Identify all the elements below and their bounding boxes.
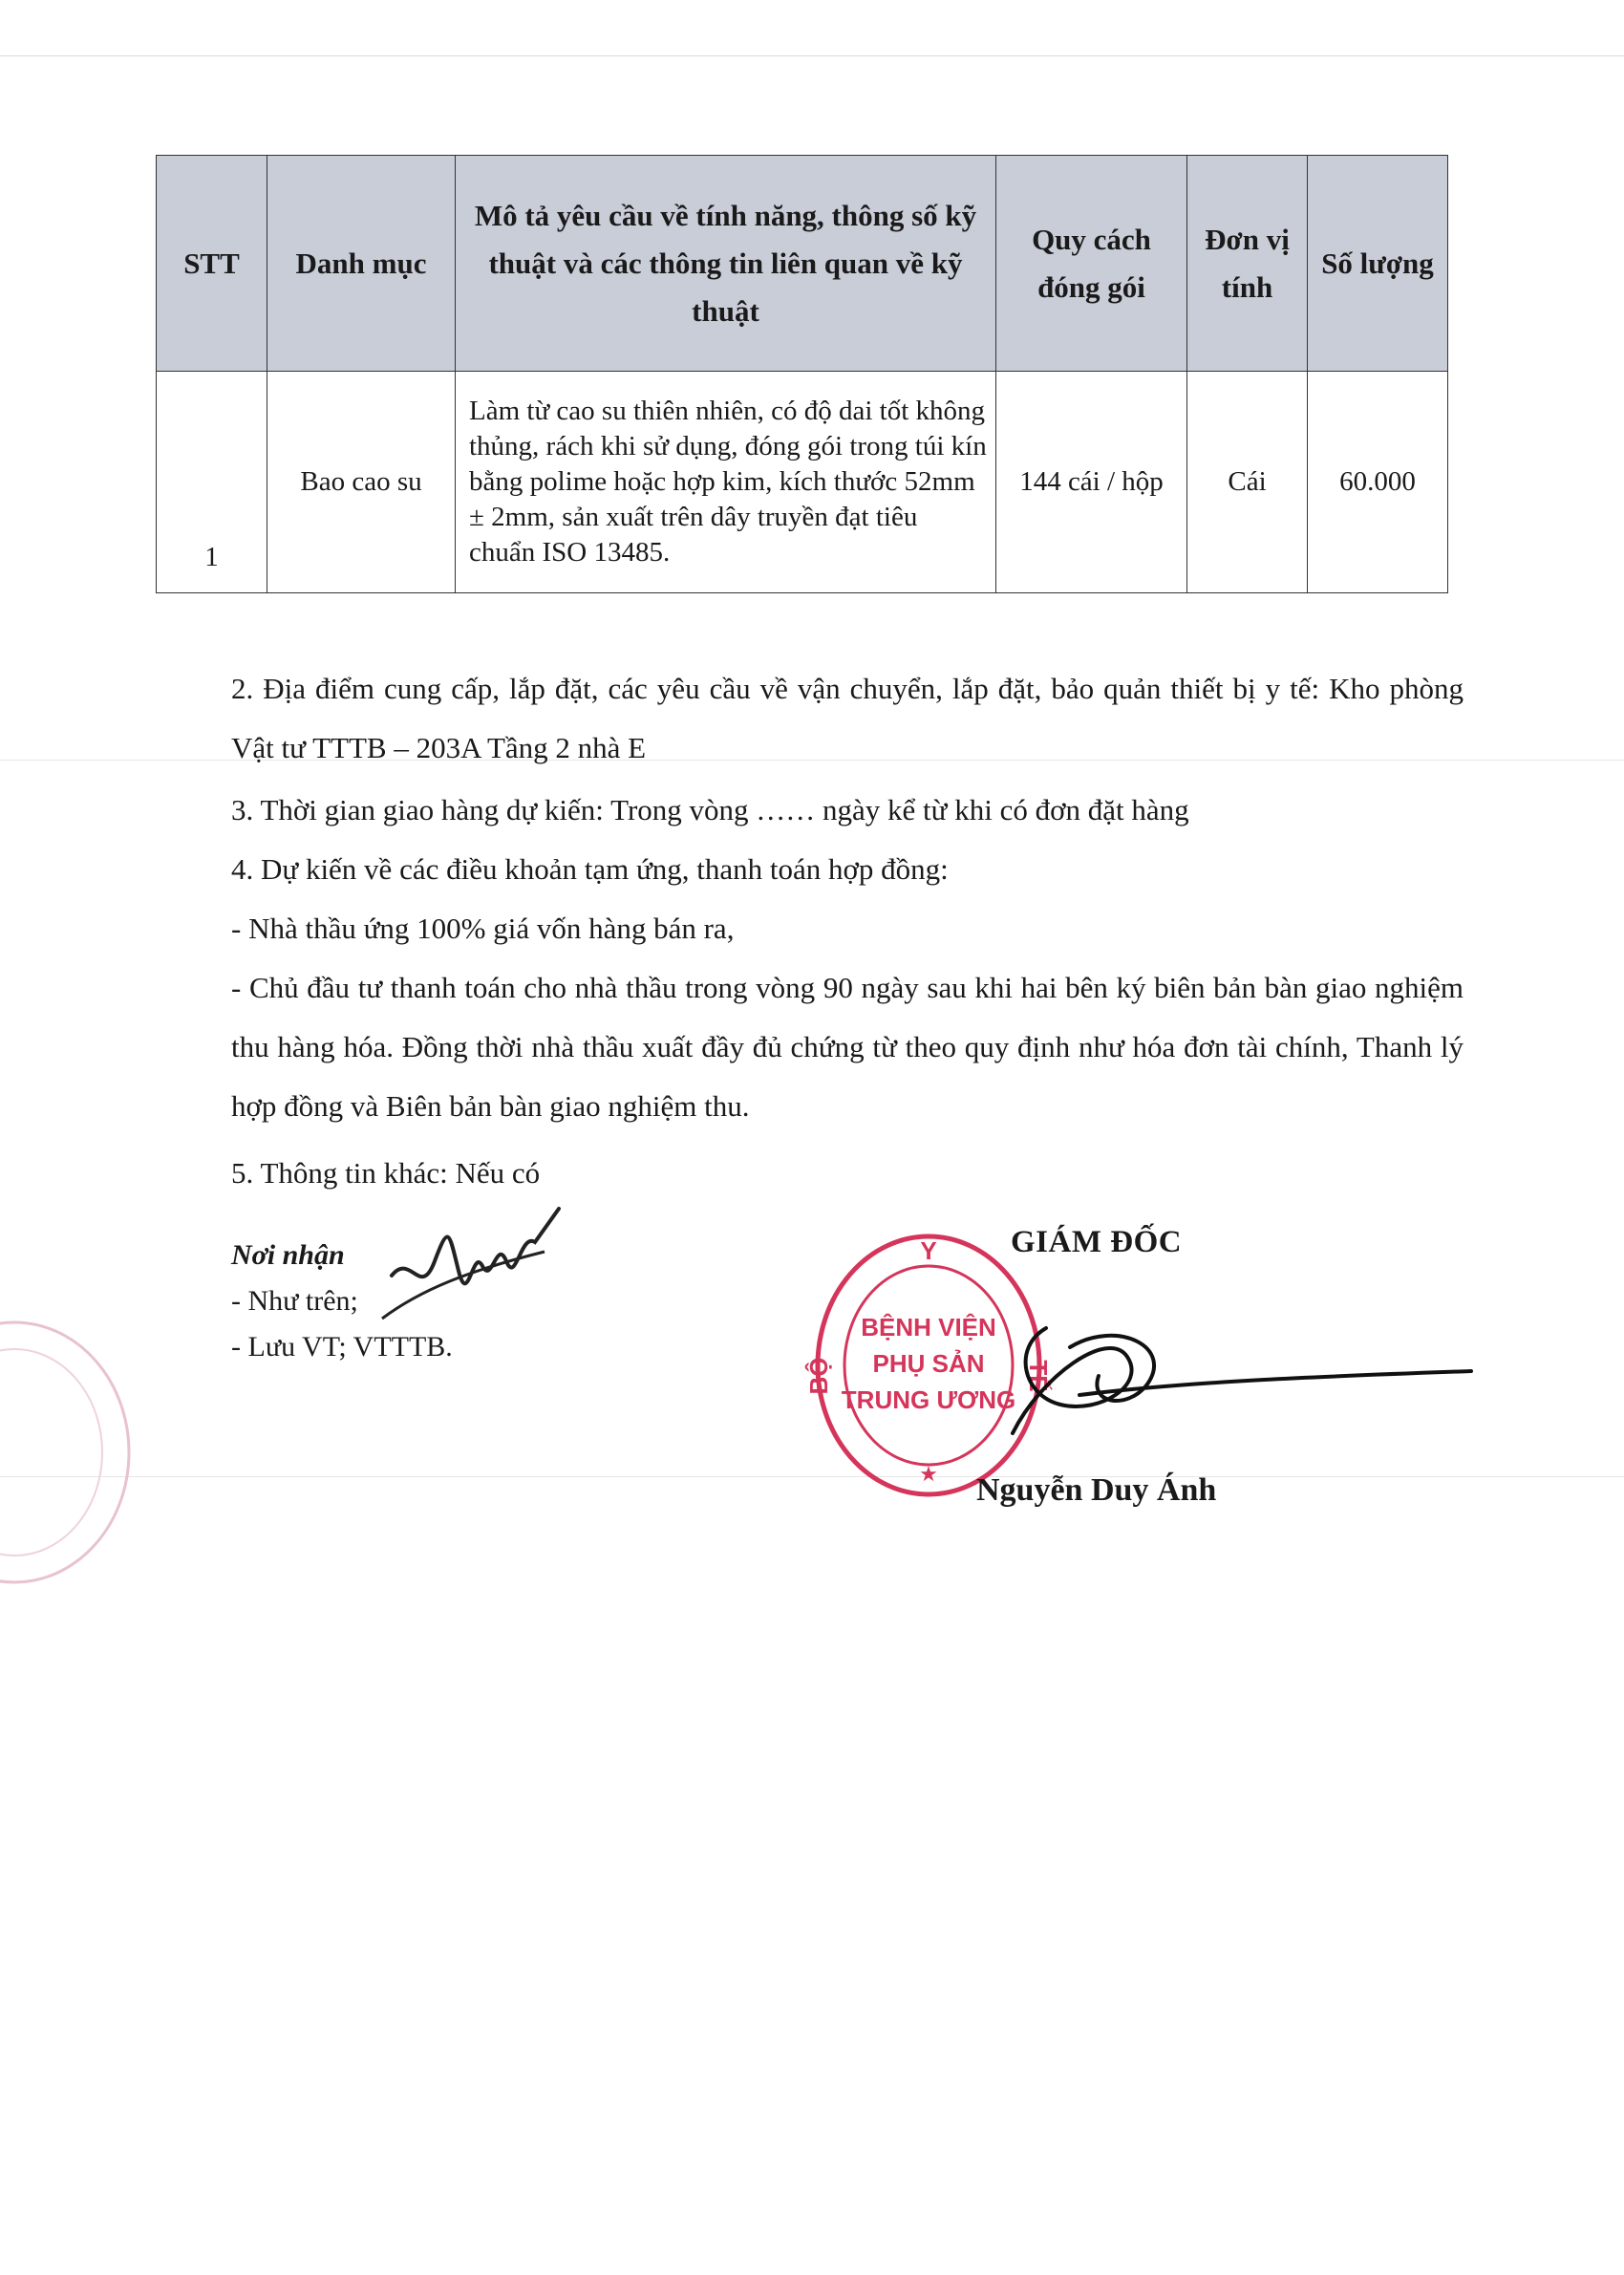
director-name: Nguyễn Duy Ánh — [976, 1472, 1217, 1508]
table-row — [157, 372, 1448, 593]
header-stt: STT — [157, 156, 267, 372]
cell-description: Làm từ cao su thiên nhiên, có độ dai tốt không thủng, rách khi sử dụng, đóng gói trong túi kín bằng polime hoặc hợp kim, kích thước 52mm ± 2mm, sản xuất trên dây truyền đạt tiêu chuẩn ISO 13485. — [456, 372, 996, 593]
cell-quantity: 60.000 — [1308, 372, 1448, 593]
stamp-line1: BỆNH VIỆN — [861, 1313, 996, 1341]
stamp-line2: PHỤ SẢN — [872, 1349, 985, 1378]
table-header-row — [157, 156, 1448, 372]
paragraph-advance: - Nhà thầu ứng 100% giá vốn hàng bán ra, — [231, 912, 735, 945]
header-quantity: Số lượng — [1308, 156, 1448, 372]
director-title: GIÁM ĐỐC — [1011, 1225, 1183, 1259]
bleed-through-stamp-icon — [0, 1319, 134, 1586]
initial-signature-icon — [353, 1194, 573, 1328]
cell-unit: Cái — [1187, 372, 1308, 593]
paragraph-other-info: 5. Thông tin khác: Nếu có — [231, 1156, 541, 1190]
stamp-line3: TRUNG ƯƠNG — [841, 1385, 1016, 1414]
cell-packaging: 144 cái / hộp — [996, 372, 1187, 593]
header-description: Mô tả yêu cầu về tính năng, thông số kỹ thuật và các thông tin liên quan về kỹ thuật — [456, 156, 996, 372]
stamp-star-icon: ★ — [919, 1462, 938, 1486]
paragraph-payment-detail: - Chủ đầu tư thanh toán cho nhà thầu trong vòng 90 ngày sau khi hai bên ký biên bản bàn giao nghiệm thu hàng hóa. Đồng thời nhà thầu xuất đầy đủ chứng từ theo quy định như hóa đơn tài chính, Thanh lý hợp đồng và Biên bản bàn giao nghiệm thu. — [231, 971, 1464, 1123]
header-category: Danh mục — [267, 156, 456, 372]
director-signature-icon — [955, 1290, 1490, 1443]
stamp-left: BỘ — [804, 1357, 833, 1395]
recipient-line: - Như trên; — [231, 1285, 358, 1317]
header-unit: Đơn vị tính — [1187, 156, 1308, 372]
bleed-line — [0, 1476, 1624, 1477]
cell-item: Bao cao su — [267, 372, 456, 593]
header-packaging: Quy cách đóng gói — [996, 156, 1187, 372]
specification-table — [156, 155, 1448, 593]
paragraph-delivery-location: 2. Địa điểm cung cấp, lắp đặt, các yêu cầu về vận chuyển, lắp đặt, bảo quản thiết bị y tế: Kho phòng Vật tư TTTB – 203A Tầng 2 nhà E — [231, 672, 1464, 764]
paragraph-delivery-time: 3. Thời gian giao hàng dự kiến: Trong vòng …… ngày kể từ khi có đơn đặt hàng — [231, 793, 1189, 826]
paragraph-payment-terms: 4. Dự kiến về các điều khoản tạm ứng, thanh toán hợp đồng: — [231, 852, 949, 886]
recipient-line: - Lưu VT; VTTTB. — [231, 1331, 453, 1363]
cell-stt: 1 — [157, 372, 267, 593]
recipients-title: Nơi nhận — [231, 1239, 345, 1271]
scan-edge — [0, 55, 1624, 56]
stamp-top: Y — [920, 1236, 937, 1265]
stamp-right: TẾ — [1024, 1360, 1053, 1392]
